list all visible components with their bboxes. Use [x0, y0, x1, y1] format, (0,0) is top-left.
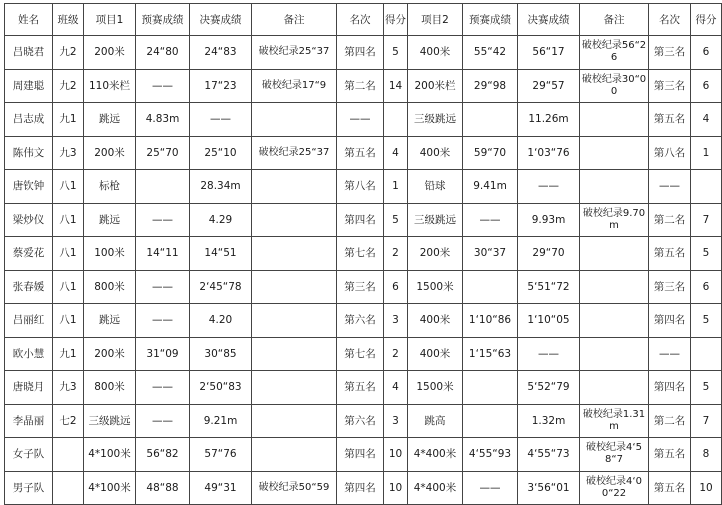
cell-prelim1: ——	[136, 371, 190, 405]
cell-note1: 破校纪录17“9	[252, 69, 337, 103]
cell-rank1: 第六名	[337, 404, 384, 438]
cell-event1: 800米	[84, 270, 136, 304]
table-row	[5, 270, 722, 304]
cell-name: 女子队	[5, 438, 53, 472]
cell-event1: 800米	[84, 371, 136, 405]
cell-final1: 4.29	[190, 203, 252, 237]
cell-class: 九1	[53, 103, 84, 137]
cell-rank1: 第七名	[337, 237, 384, 271]
cell-note1: 破校纪录50“59	[252, 471, 337, 505]
cell-prelim1: 56“82	[136, 438, 190, 472]
cell-event1: 三级跳远	[84, 404, 136, 438]
header-name: 姓名	[5, 4, 53, 36]
cell-score2: 5	[691, 237, 722, 271]
cell-note1	[252, 203, 337, 237]
table-row	[5, 203, 722, 237]
cell-final1: 2‘45“78	[190, 270, 252, 304]
cell-note1	[252, 404, 337, 438]
cell-rank2: 第三名	[649, 270, 691, 304]
cell-final2: 4‘55“73	[518, 438, 580, 472]
cell-name: 张春媛	[5, 270, 53, 304]
cell-prelim2: 29“98	[463, 69, 518, 103]
cell-prelim2: 9.41m	[463, 170, 518, 204]
cell-final2: 1‘10“05	[518, 304, 580, 338]
cell-event1: 4*100米	[84, 471, 136, 505]
cell-prelim1	[136, 170, 190, 204]
cell-final1: 9.21m	[190, 404, 252, 438]
header-final2: 决赛成绩	[518, 4, 580, 36]
cell-note1	[252, 237, 337, 271]
cell-score1: 2	[384, 237, 408, 271]
cell-event1: 4*100米	[84, 438, 136, 472]
table-body	[5, 36, 722, 505]
cell-rank1: 第二名	[337, 69, 384, 103]
cell-final1: 30“85	[190, 337, 252, 371]
cell-class: 九3	[53, 136, 84, 170]
cell-score2: 6	[691, 69, 722, 103]
cell-rank1: 第四名	[337, 471, 384, 505]
cell-note2	[580, 170, 649, 204]
cell-prelim2: 1‘15“63	[463, 337, 518, 371]
results-table	[4, 3, 722, 505]
header-score2: 得分	[691, 4, 722, 36]
cell-class: 八1	[53, 270, 84, 304]
header-row	[5, 4, 722, 36]
cell-prelim1: 25“70	[136, 136, 190, 170]
cell-prelim2: 30“37	[463, 237, 518, 271]
cell-prelim2: ——	[463, 203, 518, 237]
cell-score2: 1	[691, 136, 722, 170]
cell-rank2: 第五名	[649, 438, 691, 472]
cell-name: 陈伟文	[5, 136, 53, 170]
cell-score1: 4	[384, 136, 408, 170]
cell-note2	[580, 304, 649, 338]
cell-note1	[252, 371, 337, 405]
cell-note1	[252, 438, 337, 472]
cell-note1: 破校纪录25“37	[252, 136, 337, 170]
cell-final1: 2‘50“83	[190, 371, 252, 405]
cell-event2: 400米	[408, 136, 463, 170]
table-row	[5, 404, 722, 438]
cell-rank2: 第二名	[649, 404, 691, 438]
cell-class: 九2	[53, 69, 84, 103]
cell-rank2: 第五名	[649, 103, 691, 137]
header-prelim1: 预赛成绩	[136, 4, 190, 36]
cell-score1: 2	[384, 337, 408, 371]
cell-rank1: ——	[337, 103, 384, 137]
cell-score1: 5	[384, 203, 408, 237]
cell-note2: 破校纪录1.31m	[580, 404, 649, 438]
cell-event2: 4*400米	[408, 438, 463, 472]
cell-prelim1: 24“80	[136, 36, 190, 70]
cell-name: 李晶丽	[5, 404, 53, 438]
cell-rank2: 第三名	[649, 69, 691, 103]
cell-final2: 1.32m	[518, 404, 580, 438]
table-row	[5, 103, 722, 137]
cell-prelim1: 48“88	[136, 471, 190, 505]
cell-final2: 3‘56“01	[518, 471, 580, 505]
cell-prelim1: ——	[136, 304, 190, 338]
cell-rank1: 第八名	[337, 170, 384, 204]
cell-score2: 6	[691, 270, 722, 304]
cell-final2: 29“70	[518, 237, 580, 271]
cell-prelim2: 4‘55“93	[463, 438, 518, 472]
cell-class: 七2	[53, 404, 84, 438]
cell-final1: 28.34m	[190, 170, 252, 204]
cell-note2: 破校纪录4‘00“22	[580, 471, 649, 505]
cell-final2: 5‘52“79	[518, 371, 580, 405]
cell-final1: ——	[190, 103, 252, 137]
header-score1: 得分	[384, 4, 408, 36]
cell-name: 梁炒仪	[5, 203, 53, 237]
cell-note1	[252, 337, 337, 371]
cell-note2	[580, 371, 649, 405]
cell-score1: 14	[384, 69, 408, 103]
table-header	[5, 4, 722, 36]
cell-note2: 破校纪录30“00	[580, 69, 649, 103]
cell-event2: 400米	[408, 304, 463, 338]
cell-score2: 6	[691, 36, 722, 70]
cell-name: 唐钦钟	[5, 170, 53, 204]
cell-prelim1: ——	[136, 69, 190, 103]
cell-event1: 标枪	[84, 170, 136, 204]
table-row	[5, 438, 722, 472]
cell-name: 男子队	[5, 471, 53, 505]
cell-score1: 4	[384, 371, 408, 405]
cell-class: 九2	[53, 36, 84, 70]
cell-note2	[580, 237, 649, 271]
cell-note2: 破校纪录56“26	[580, 36, 649, 70]
cell-final1: 24“83	[190, 36, 252, 70]
cell-score1: 5	[384, 36, 408, 70]
cell-event2: 铅球	[408, 170, 463, 204]
header-rank1: 名次	[337, 4, 384, 36]
table-row	[5, 237, 722, 271]
cell-event1: 110米栏	[84, 69, 136, 103]
cell-name: 唐晓月	[5, 371, 53, 405]
cell-note2: 破校纪录9.70m	[580, 203, 649, 237]
cell-rank2: 第四名	[649, 371, 691, 405]
cell-event2: 200米	[408, 237, 463, 271]
table-row	[5, 36, 722, 70]
cell-note2	[580, 270, 649, 304]
cell-rank2: 第五名	[649, 471, 691, 505]
cell-final1: 14“51	[190, 237, 252, 271]
cell-score2: 5	[691, 304, 722, 338]
cell-prelim1: ——	[136, 270, 190, 304]
cell-final1: 17“23	[190, 69, 252, 103]
cell-event2: 三级跳远	[408, 203, 463, 237]
cell-name: 吕丽红	[5, 304, 53, 338]
cell-score1: 10	[384, 438, 408, 472]
header-note1: 备注	[252, 4, 337, 36]
cell-score1: 3	[384, 404, 408, 438]
cell-prelim1: 4.83m	[136, 103, 190, 137]
header-rank2: 名次	[649, 4, 691, 36]
cell-rank2: 第四名	[649, 304, 691, 338]
cell-final2: ——	[518, 337, 580, 371]
cell-final1: 57“76	[190, 438, 252, 472]
cell-event1: 200米	[84, 136, 136, 170]
cell-name: 吕晓君	[5, 36, 53, 70]
cell-score2: 5	[691, 371, 722, 405]
table-row	[5, 371, 722, 405]
cell-class: 八1	[53, 304, 84, 338]
cell-note2: 破校纪录4‘58“7	[580, 438, 649, 472]
cell-name: 周建聪	[5, 69, 53, 103]
cell-rank2: 第三名	[649, 36, 691, 70]
cell-event1: 200米	[84, 337, 136, 371]
cell-event1: 200米	[84, 36, 136, 70]
table-row	[5, 304, 722, 338]
cell-event2: 1500米	[408, 371, 463, 405]
cell-class: 九3	[53, 371, 84, 405]
cell-rank1: 第四名	[337, 438, 384, 472]
cell-score1	[384, 103, 408, 137]
cell-final2: 11.26m	[518, 103, 580, 137]
cell-event2: 1500米	[408, 270, 463, 304]
cell-rank1: 第四名	[337, 36, 384, 70]
cell-prelim2	[463, 404, 518, 438]
cell-final2: ——	[518, 170, 580, 204]
cell-name: 吕志成	[5, 103, 53, 137]
cell-score2	[691, 337, 722, 371]
cell-event1: 跳远	[84, 203, 136, 237]
cell-rank2: 第五名	[649, 237, 691, 271]
cell-event2: 400米	[408, 337, 463, 371]
cell-rank2: ——	[649, 170, 691, 204]
cell-prelim2: 1‘10“86	[463, 304, 518, 338]
cell-note1	[252, 170, 337, 204]
cell-prelim1: ——	[136, 404, 190, 438]
cell-prelim2: 59“70	[463, 136, 518, 170]
cell-score2: 7	[691, 404, 722, 438]
cell-prelim1: ——	[136, 203, 190, 237]
cell-note1	[252, 270, 337, 304]
table-row	[5, 170, 722, 204]
cell-class: 九1	[53, 337, 84, 371]
cell-rank1: 第七名	[337, 337, 384, 371]
cell-prelim2	[463, 103, 518, 137]
cell-rank1: 第四名	[337, 203, 384, 237]
cell-note1	[252, 304, 337, 338]
table-row	[5, 69, 722, 103]
table-row	[5, 471, 722, 505]
cell-score2: 7	[691, 203, 722, 237]
cell-rank1: 第六名	[337, 304, 384, 338]
cell-name: 蔡爱花	[5, 237, 53, 271]
cell-score1: 6	[384, 270, 408, 304]
cell-rank1: 第三名	[337, 270, 384, 304]
cell-event2: 200米栏	[408, 69, 463, 103]
cell-final2: 9.93m	[518, 203, 580, 237]
cell-prelim1: 31“09	[136, 337, 190, 371]
cell-event1: 跳远	[84, 304, 136, 338]
cell-note2	[580, 337, 649, 371]
cell-prelim1: 14“11	[136, 237, 190, 271]
cell-score1: 3	[384, 304, 408, 338]
cell-final1: 4.20	[190, 304, 252, 338]
cell-event2: 400米	[408, 36, 463, 70]
cell-score2: 10	[691, 471, 722, 505]
cell-class: 八1	[53, 170, 84, 204]
cell-rank2: 第二名	[649, 203, 691, 237]
header-final1: 决赛成绩	[190, 4, 252, 36]
table-row	[5, 136, 722, 170]
cell-event2: 三级跳远	[408, 103, 463, 137]
cell-class: 八1	[53, 237, 84, 271]
cell-prelim2	[463, 270, 518, 304]
cell-event1: 100米	[84, 237, 136, 271]
header-class: 班级	[53, 4, 84, 36]
cell-rank1: 第五名	[337, 136, 384, 170]
cell-final2: 5‘51“72	[518, 270, 580, 304]
cell-class	[53, 438, 84, 472]
cell-score2: 4	[691, 103, 722, 137]
cell-event2: 4*400米	[408, 471, 463, 505]
cell-final1: 25“10	[190, 136, 252, 170]
cell-note2	[580, 103, 649, 137]
table-row	[5, 337, 722, 371]
cell-score1: 1	[384, 170, 408, 204]
cell-class: 八1	[53, 203, 84, 237]
cell-event1: 跳远	[84, 103, 136, 137]
cell-note1: 破校纪录25“37	[252, 36, 337, 70]
cell-note2	[580, 136, 649, 170]
cell-final2: 1‘03“76	[518, 136, 580, 170]
cell-score1: 10	[384, 471, 408, 505]
cell-note1	[252, 103, 337, 137]
header-prelim2: 预赛成绩	[463, 4, 518, 36]
cell-final1: 49“31	[190, 471, 252, 505]
cell-rank2: ——	[649, 337, 691, 371]
cell-final2: 29“57	[518, 69, 580, 103]
cell-final2: 56“17	[518, 36, 580, 70]
cell-name: 欧小慧	[5, 337, 53, 371]
header-event1: 项目1	[84, 4, 136, 36]
cell-event2: 跳高	[408, 404, 463, 438]
cell-score2: 8	[691, 438, 722, 472]
cell-prelim2: 55“42	[463, 36, 518, 70]
cell-rank1: 第五名	[337, 371, 384, 405]
cell-score2	[691, 170, 722, 204]
header-event2: 项目2	[408, 4, 463, 36]
header-note2: 备注	[580, 4, 649, 36]
cell-class	[53, 471, 84, 505]
cell-prelim2	[463, 371, 518, 405]
cell-prelim2: ——	[463, 471, 518, 505]
cell-rank2: 第八名	[649, 136, 691, 170]
